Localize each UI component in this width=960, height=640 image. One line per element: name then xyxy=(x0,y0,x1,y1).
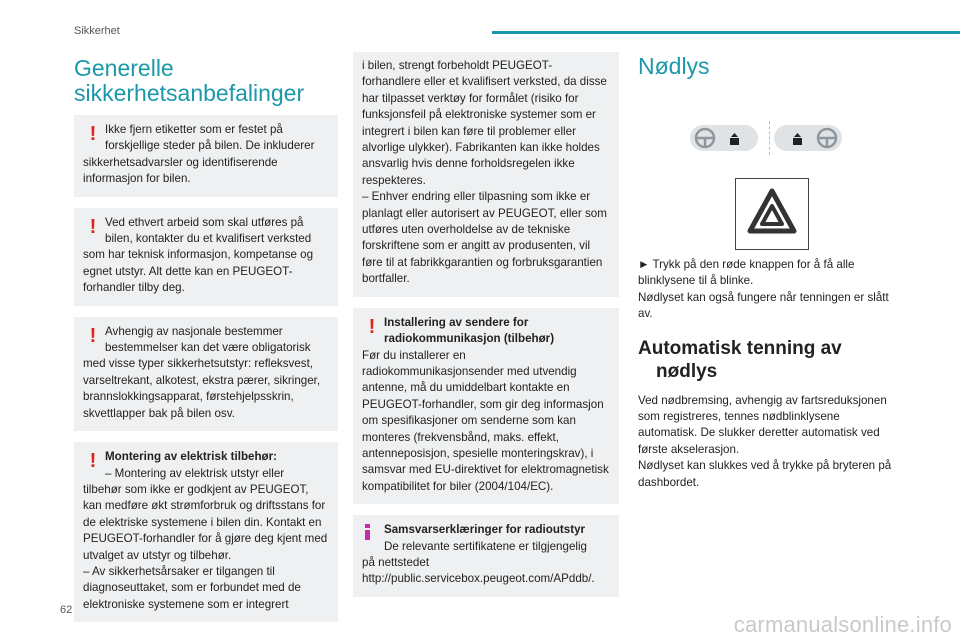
exclamation-icon: ! xyxy=(89,123,97,145)
hazard-triangle-icon xyxy=(750,191,794,231)
dashboard-panel-left xyxy=(690,125,758,151)
header-accent-bar xyxy=(492,31,960,34)
dashboard-panel-right xyxy=(774,125,842,151)
exclamation-icon: ! xyxy=(89,215,97,238)
section-title-line1: Generelle xyxy=(74,55,174,81)
warning-heading: Montering av elektrisk tilbehør: xyxy=(105,450,278,464)
warning-text-rest: bestemmelser kan det være obligatorisk med visse typer sikkerhetsutstyr: refleksvest, varseltrekant, alkotest, ekstra pærer, sikringer, brannslokkingsapparat, førstehjelpsskrin, skvettlapper bak på bilen osv. xyxy=(83,341,321,420)
info-icon xyxy=(365,524,370,540)
warning-heading-line1: Installering av sendere for xyxy=(384,315,529,329)
instruction-text: ► Trykk på den røde knappen for å få alle blinklysene til å blinke. xyxy=(638,258,855,288)
warning-paragraph: – Enhver endring eller tilpasning som ikke er planlagt eller autorisert av PEUGEOT, eller som utføres uten overholdelse av de tekniske forskriftene som er angitt av produsenten, vil føre til at fabrikkgarantien og forbruksgarantien bortfaller. xyxy=(362,190,607,286)
warning-box-equipment xyxy=(74,317,338,431)
auto-hazard-body xyxy=(638,393,900,491)
info-heading: Samsvarserklæringer for radioutstyr xyxy=(384,523,586,537)
note-text: Nødlyset kan også fungere når tenningen er slått av. xyxy=(638,290,889,321)
auto-hazard-heading-line1: Automatisk tenning av xyxy=(638,337,842,359)
warning-text-line1: Ikke fjern etiketter som er festet på xyxy=(105,123,283,136)
warning-heading-line2: radiokommunikasjon (tilbehør) xyxy=(384,332,555,346)
warning-box-electrical xyxy=(74,442,338,622)
warning-text-rest: forskjellige steder på bilen. De inkluderer sikkerhetsadvarsler og identifiserende informasjon for bilen. xyxy=(83,139,315,186)
switch-icon xyxy=(793,138,802,145)
divider xyxy=(769,121,770,155)
middle-column xyxy=(353,52,619,608)
left-column xyxy=(74,56,338,633)
watermark: carmanualsonline.info xyxy=(733,612,952,637)
hazard-button xyxy=(735,178,809,250)
body-paragraph: Ved nødbremsing, avhengig av fartsreduksjonen som registreres, tennes nødblinklysene automatisk. De slukker deretter automatisk ved første akselerasjon. xyxy=(638,393,887,456)
warning-box-continued xyxy=(353,52,619,297)
warning-paragraph: i bilen, strengt forbeholdt PEUGEOT-forhandlere eller et kvalifisert verksted, da disse har tilpasset verktøy for formålet (risiko for funksjonsfeil på elektroniske systemer som er integrert i bilen kan føre til problemer eller alvorlige ulykker). Fabrikanten kan ikke holdes ansvarlig hvis denne forholdsregelen ikke respekteres. xyxy=(362,59,607,187)
warning-text-line1: Ved ethvert arbeid som skal utføres på xyxy=(105,215,304,229)
warning-text-rest: bilen, kontakter du et kvalifisert verksted som har teknisk informasjon, kompetanse og egnet utstyr. Alt dette kan en PEUGEOT-forhandler tilby deg. xyxy=(83,232,314,295)
warning-paragraph: tilbehør som ikke er godkjent av PEUGEOT, kan medføre økt strømforbruk og driftsstans for de elektriske systemene i bilen din. Kontakt en PEUGEOT-forhandler for å gjøre deg kjent med utvalget av utstyr og tilbehør. xyxy=(83,482,328,562)
warning-paragraph: Før du installerer en radiokommunikasjonsender med utvendig antenne, må du umiddelbart kontakte en PEUGEOT-forhandler, som gir deg informasjon om spesifikasjoner om senderne som kan monteres (frekvensbånd, maks. effekt, antenneposisjon, spesielle monteringskrav), i samsvar med EU-direktivet for elektromagnetisk kompatibilitet for biler (2004/104/EC). xyxy=(362,348,609,493)
warning-text-line1: – Montering av elektrisk utstyr eller xyxy=(105,466,285,480)
info-text-line1: De relevante sertifikatene er tilgjengelig xyxy=(384,539,588,553)
exclamation-icon: ! xyxy=(89,450,97,473)
auto-hazard-heading-line2: nødlys xyxy=(656,360,718,382)
warning-box-workshop xyxy=(74,208,338,306)
section-title xyxy=(74,56,338,106)
right-column xyxy=(638,54,900,491)
warning-text-line1: Avhengig av nasjonale bestemmer xyxy=(105,324,283,338)
warning-box-radio-transmitters xyxy=(353,308,619,504)
info-text-rest: på nettstedet http://public.servicebox.peugeot.com/APddb/. xyxy=(362,555,595,586)
body-paragraph: Nødlyset kan slukkes ved å trykke på bryteren på dashbordet. xyxy=(638,459,892,489)
switch-icon xyxy=(730,138,739,145)
info-box-radio-compliance xyxy=(353,515,619,597)
hazard-instructions xyxy=(638,257,900,323)
page-number: 62 xyxy=(60,604,73,616)
warning-paragraph: – Av sikkerhetsårsaker er tilgangen til diagnoseuttaket, som er forbundet med de elektroniske systemene som er integrert xyxy=(83,564,301,611)
section-label: Sikkerhet xyxy=(74,25,120,37)
auto-hazard-heading xyxy=(638,337,900,383)
section-title-line2: sikkerhetsanbefalinger xyxy=(74,80,305,106)
exclamation-icon: ! xyxy=(368,315,376,338)
exclamation-icon: ! xyxy=(89,324,97,347)
warning-box-labels xyxy=(74,115,338,197)
hazard-switch-illustration xyxy=(638,83,900,223)
hazard-lights-title: Nødlys xyxy=(638,53,710,79)
